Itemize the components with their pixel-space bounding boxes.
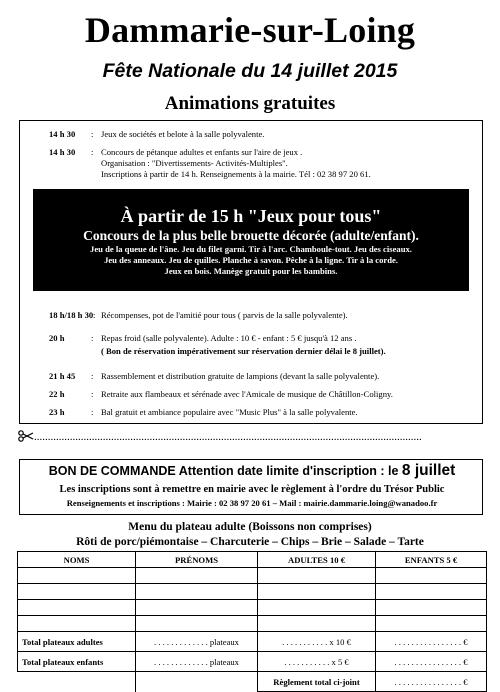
scissors-icon bbox=[18, 430, 34, 442]
schedule-desc-line: ( Bon de réservation impérativement sur réservation dernier délai le 8 juillet). bbox=[101, 346, 386, 356]
cut-dots: ............................................................................................................................................. bbox=[34, 431, 422, 443]
games-banner-title: À partir de 15 h "Jeux pour tous" bbox=[120, 206, 382, 226]
adultes-cell[interactable] bbox=[258, 584, 376, 600]
schedule-colon: : bbox=[91, 389, 94, 399]
games-banner-contest: Concours de la plus belle brouette décorée (adulte/enfant). bbox=[83, 228, 419, 243]
prenoms-cell[interactable] bbox=[136, 568, 258, 584]
schedule-item bbox=[49, 310, 479, 322]
noms-cell[interactable] bbox=[18, 600, 136, 616]
col-header-enfants: ENFANTS 5 € bbox=[376, 552, 487, 568]
total-row-final bbox=[18, 672, 487, 692]
enfants-cell[interactable] bbox=[376, 600, 487, 616]
col-header-adultes: ADULTES 10 € bbox=[258, 552, 376, 568]
menu-items: Rôti de porc/piémontaise – Charcuterie – Chips – Brie – Salade – Tarte bbox=[76, 536, 424, 548]
price-multiplier[interactable]: . . . . . . . . . . . x 5 € bbox=[258, 652, 376, 672]
plateaux-count[interactable]: . . . . . . . . . . . . . plateaux bbox=[136, 652, 258, 672]
order-table bbox=[17, 551, 487, 692]
schedule-time: 23 h bbox=[49, 407, 65, 417]
cut-line bbox=[18, 430, 488, 444]
col-header-noms: NOMS bbox=[18, 552, 136, 568]
schedule-colon: : bbox=[93, 310, 96, 320]
order-form-header bbox=[19, 459, 483, 515]
menu-title: Menu du plateau adulte (Boissons non comprises) bbox=[128, 521, 372, 533]
enfants-cell[interactable] bbox=[376, 616, 487, 632]
games-banner-list: Jeu des anneaux. Jeu de quilles. Planche à savon. Pêche à la ligne. Tir à la corde. bbox=[104, 255, 398, 265]
empty-cell bbox=[18, 672, 136, 692]
total-label: Total plateaux enfants bbox=[18, 652, 136, 672]
section-heading: Animations gratuites bbox=[164, 93, 336, 114]
schedule-time: 20 h bbox=[49, 333, 65, 343]
schedule-desc: Concours de pétanque adultes et enfants sur l'aire de jeux . bbox=[101, 147, 303, 157]
final-total-label: Règlement total ci-joint bbox=[258, 672, 376, 692]
prenoms-cell[interactable] bbox=[136, 584, 258, 600]
order-title bbox=[20, 463, 484, 479]
total-label: Total plateaux adultes bbox=[18, 632, 136, 652]
schedule-time: 18 h/18 h 30 bbox=[49, 310, 94, 320]
table-row bbox=[18, 616, 487, 632]
schedule-colon: : bbox=[91, 407, 94, 417]
schedule-item bbox=[49, 129, 479, 141]
schedule-item bbox=[49, 147, 479, 183]
order-instructions: Les inscriptions sont à remettre en mairie avec le règlement à l'ordre du Trésor Public bbox=[59, 484, 445, 495]
noms-cell[interactable] bbox=[18, 616, 136, 632]
table-header-row bbox=[18, 552, 487, 568]
prenoms-cell[interactable] bbox=[136, 600, 258, 616]
page-title: Dammarie-sur-Loing bbox=[84, 10, 416, 50]
schedule-colon: : bbox=[91, 147, 94, 157]
prenoms-cell[interactable] bbox=[136, 616, 258, 632]
total-row-children bbox=[18, 652, 487, 672]
schedule-item bbox=[49, 407, 479, 419]
noms-cell[interactable] bbox=[18, 584, 136, 600]
schedule-desc-line: Inscriptions à partir de 14 h. Renseignements à la mairie. Tél : 02 38 97 20 61. bbox=[101, 169, 371, 179]
empty-cell bbox=[136, 672, 258, 692]
schedule-item bbox=[49, 371, 479, 383]
schedule-desc: Récompenses, pot de l'amitié pour tous ( parvis de la salle polyvalente). bbox=[101, 310, 348, 320]
order-deadline: 8 juillet bbox=[401, 462, 456, 479]
total-amount[interactable]: . . . . . . . . . . . . . . . . € bbox=[376, 632, 487, 652]
event-subtitle: Fête Nationale du 14 juillet 2015 bbox=[102, 60, 398, 82]
adultes-cell[interactable] bbox=[258, 568, 376, 584]
total-amount[interactable]: . . . . . . . . . . . . . . . . € bbox=[376, 652, 487, 672]
schedule-desc: Retraite aux flambeaux et sérénade avec l'Amicale de musique de Châtillon-Coligny. bbox=[101, 389, 393, 399]
schedule-desc: Jeux de sociétés et belote à la salle polyvalente. bbox=[101, 129, 265, 139]
schedule-colon: : bbox=[91, 129, 94, 139]
col-header-prenoms: PRÉNOMS bbox=[136, 552, 258, 568]
schedule-desc-line: Organisation : "Divertissements- Activités-Multiples". bbox=[101, 158, 288, 168]
total-row-adults bbox=[18, 632, 487, 652]
schedule-time: 21 h 45 bbox=[49, 371, 76, 381]
adultes-cell[interactable] bbox=[258, 616, 376, 632]
order-contact: Renseignements et inscriptions : Mairie : 02 38 97 20 61 – Mail : mairie.dammarie.loing@wanadoo.fr bbox=[66, 498, 438, 508]
schedule-desc: Rassemblement et distribution gratuite de lampions (devant la salle polyvalente). bbox=[101, 371, 380, 381]
schedule-item bbox=[49, 333, 479, 357]
plateaux-count[interactable]: . . . . . . . . . . . . . plateaux bbox=[136, 632, 258, 652]
final-total-amount[interactable]: . . . . . . . . . . . . . . . . € bbox=[376, 672, 487, 692]
games-banner bbox=[33, 189, 469, 291]
games-banner-list: Jeu de la queue de l'âne. Jeu du filet garni. Tir à l'arc. Chamboule-tout. Jeu des ciseaux. bbox=[90, 244, 412, 254]
price-multiplier[interactable]: . . . . . . . . . . . x 10 € bbox=[258, 632, 376, 652]
noms-cell[interactable] bbox=[18, 568, 136, 584]
schedule-time: 22 h bbox=[49, 389, 65, 399]
enfants-cell[interactable] bbox=[376, 584, 487, 600]
table-row bbox=[18, 568, 487, 584]
schedule-colon: : bbox=[91, 371, 94, 381]
schedule-time: 14 h 30 bbox=[49, 147, 76, 157]
schedule-desc: Repas froid (salle polyvalente). Adulte : 10 € - enfant : 5 € jusqu'à 12 ans . bbox=[101, 333, 357, 343]
adultes-cell[interactable] bbox=[258, 600, 376, 616]
schedule-item bbox=[49, 389, 479, 401]
table-row bbox=[18, 600, 487, 616]
table-row bbox=[18, 584, 487, 600]
order-title-text: BON DE COMMANDE Attention date limite d'inscription : le bbox=[48, 464, 402, 478]
schedule-time: 14 h 30 bbox=[49, 129, 76, 139]
enfants-cell[interactable] bbox=[376, 568, 487, 584]
schedule-colon: : bbox=[91, 333, 94, 343]
games-banner-list: Jeux en bois. Manège gratuit pour les bambins. bbox=[164, 266, 338, 276]
schedule-desc: Bal gratuit et ambiance populaire avec "Music Plus" à la salle polyvalente. bbox=[101, 407, 358, 417]
